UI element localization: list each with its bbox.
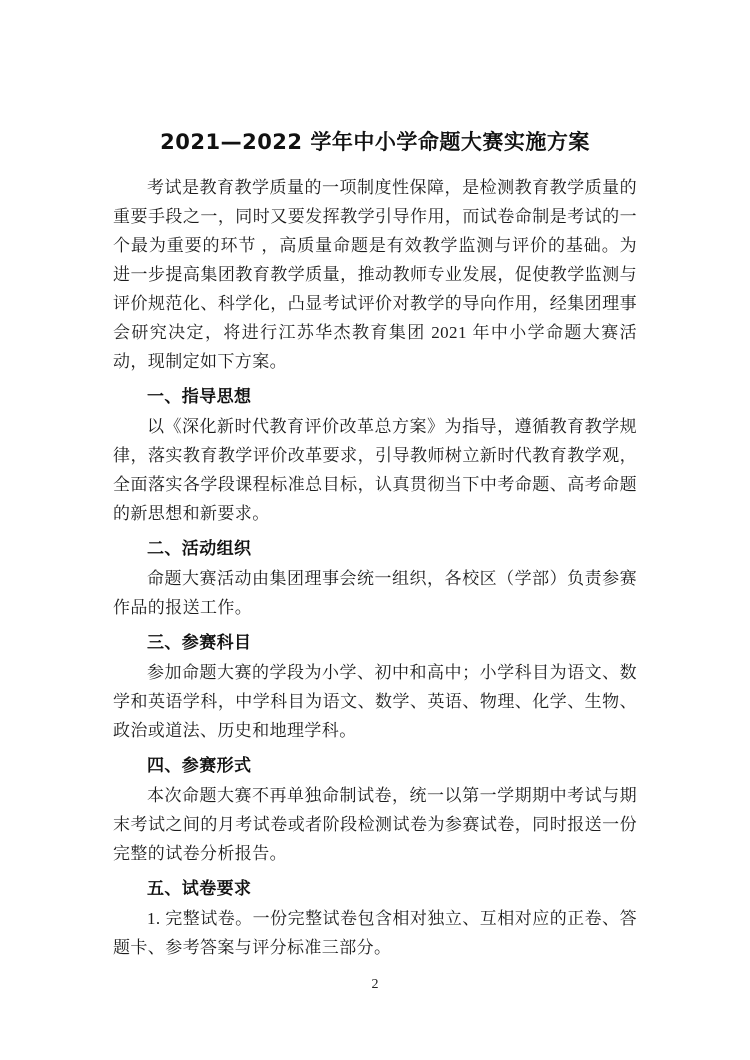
body-paragraph: 考试是教育教学质量的一项制度性保障，是检测教育教学质量的重要手段之一，同时又要发挥教学引导作用，而试卷命制是考试的一个最为重要的环节 ，高质量命题是有效教学监测与评价的基础。为进一步提高集团教育教学质量，推动教师专业发展，促使教学监测与评价规范化、科学化，凸显考试评价对教学的导向作用，经集团理事会研究决定，将进行江苏华杰教育集团 2021 年中小学命题大赛活动，现制定如下方案。 <box>113 178 637 371</box>
document-content <box>113 126 637 962</box>
body-paragraph: 1. 完整试卷。一份完整试卷包含相对独立、互相对应的正卷、答题卡、参考答案与评分标准三部分。 <box>113 909 637 957</box>
document-title: 2021—2022 学年中小学命题大赛实施方案 <box>160 130 590 154</box>
body-paragraph: 命题大赛活动由集团理事会统一组织，各校区（学部）负责参赛作品的报送工作。 <box>113 569 637 617</box>
body-paragraph: 参加命题大赛的学段为小学、初中和高中；小学科目为语文、数学和英语学科，中学科目为语文、数学、英语、物理、化学、生物、政治或道法、历史和地理学科。 <box>113 663 637 740</box>
body-paragraph: 本次命题大赛不再单独命制试卷，统一以第一学期期中考试与期末考试之间的月考试卷或者阶段检测试卷为参赛试卷，同时报送一份完整的试卷分析报告。 <box>113 786 637 863</box>
document-body <box>113 173 637 962</box>
section-heading: 四、参赛形式 <box>147 756 252 776</box>
section-heading: 五、试卷要求 <box>147 879 252 899</box>
page-number: 2 <box>371 977 379 992</box>
section-heading: 三、参赛科目 <box>147 633 252 653</box>
section-heading: 一、指导思想 <box>147 387 252 407</box>
section-heading: 二、活动组织 <box>147 539 252 559</box>
body-paragraph: 以《深化新时代教育评价改革总方案》为指导，遵循教育教学规律，落实教育教学评价改革要求，引导教师树立新时代教育教学观， 全面落实各学段课程标准总目标，认真贯彻当下中考命题、高考命题的新思想和新要求。 <box>113 417 637 523</box>
